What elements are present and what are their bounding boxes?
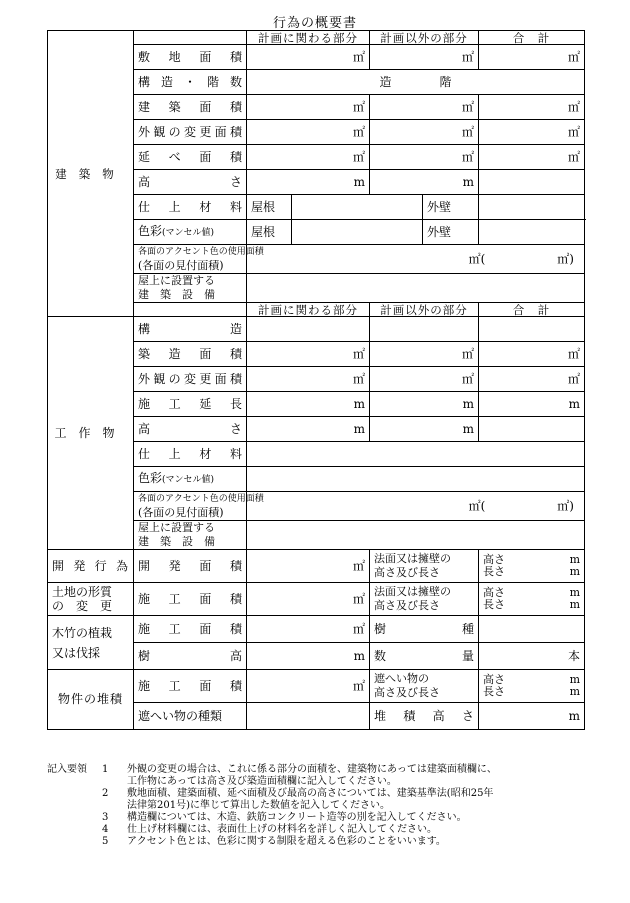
label-color-2-main: 色彩 [138, 471, 163, 485]
facade2-total[interactable]: ㎡ [479, 367, 585, 392]
label-tree-height: 樹高 [134, 643, 247, 670]
land-label-line1: 土地の形質 [52, 585, 113, 599]
label-finish-material: 仕上材料 [134, 195, 247, 220]
col-other-header-2: 計画以外の部分 [370, 303, 479, 317]
label-screen [370, 670, 479, 703]
label-accent2-line1: 各面のアクセント色の使用面積 [138, 494, 264, 504]
label-accent-line1: 各面のアクセント色の使用面積 [138, 247, 264, 257]
building-height-other[interactable]: m [370, 170, 479, 195]
site-area-total[interactable]: ㎡ [479, 45, 585, 70]
label-site-area: 敷地面積 [134, 45, 247, 70]
kozo-total[interactable] [479, 317, 585, 342]
structure-section-label: 工作物 [48, 317, 134, 550]
land-length-label: 長さ [483, 598, 505, 611]
land-height-label: 高さ [483, 586, 505, 599]
note-text: 敷地面積、建築面積、延べ面積及び最高の高さについては、建築基準法(昭和25年 [127, 788, 494, 799]
length-total[interactable]: m [479, 392, 585, 417]
label-roof: 屋根 [247, 195, 292, 220]
structure-floors-value[interactable]: 造 階 [247, 70, 585, 95]
land-label-line2: の 変 更 [52, 599, 113, 613]
label-color-sub: (マンセル値) [162, 228, 215, 238]
label-color-2 [134, 467, 247, 492]
accent-area-2-value[interactable]: ㎡( ㎡) [247, 492, 585, 521]
note-line [47, 836, 587, 848]
screen-length-label: 長さ [483, 685, 505, 698]
label-tree-quantity: 数量 [370, 643, 479, 670]
build-area-plan[interactable]: ㎡ [247, 342, 370, 367]
label-building-area: 建築面積 [134, 95, 247, 120]
storage-label: 物件の堆積 [48, 670, 134, 730]
label-color-main: 色彩 [138, 224, 163, 238]
label-color-2-sub: (マンセル値) [162, 475, 215, 485]
screen-height-label: 高さ [483, 673, 505, 686]
note-line [47, 824, 587, 836]
label-facade-area: 外観の変更面積 [134, 120, 247, 145]
color-2-field[interactable] [247, 467, 585, 492]
label-accent2-line2: (各面の見付面積) [138, 506, 224, 519]
color-wall-field[interactable] [479, 220, 585, 245]
label-kozo: 構造 [134, 317, 247, 342]
form-title: 行為の概要書 [272, 16, 357, 31]
note-text: 工作物にあっては高さ及び築造面積欄に記入してください。 [127, 776, 397, 787]
facade2-plan[interactable]: ㎡ [247, 367, 370, 392]
label-pile-height: 堆積高さ [370, 703, 479, 730]
note-text: 法律第201号)に準じて算出した数値を記入してください。 [127, 800, 390, 811]
note-line [47, 788, 587, 800]
floor-area-plan[interactable]: ㎡ [247, 145, 370, 170]
facade-area-total[interactable]: ㎡ [479, 120, 585, 145]
floor-area-total[interactable]: ㎡ [479, 145, 585, 170]
note-number: 3 [102, 812, 109, 823]
label-screen-type: 遮へい物の種類 [134, 703, 247, 730]
label-accent-area-2 [134, 492, 264, 521]
kozo-other[interactable] [370, 317, 479, 342]
notes-label: 記入要領 [47, 764, 87, 775]
structure-height-total[interactable] [479, 417, 585, 442]
kozo-plan[interactable] [247, 317, 370, 342]
label-roof-color: 屋根 [247, 220, 292, 245]
label-tree-species: 樹種 [370, 616, 479, 643]
tree-area-field[interactable]: ㎡ [247, 616, 370, 643]
building-area-other[interactable]: ㎡ [370, 95, 479, 120]
label-land-area: 施工面積 [134, 583, 247, 616]
pile-height-field[interactable]: m [479, 703, 585, 730]
dev-height-unit: m [569, 553, 580, 566]
label-wall-color: 外壁 [423, 220, 479, 245]
label-rooftop-line1: 屋上に設置する [138, 274, 215, 287]
label-accent-line2: (各面の見付面積) [138, 259, 224, 272]
tree-quantity-field[interactable]: 本 [479, 643, 585, 670]
label-screen-line2: 高さ及び長さ [374, 686, 440, 699]
label-build-area: 築造面積 [134, 342, 247, 367]
col-other-header: 計画以外の部分 [370, 31, 479, 45]
storage-area-field[interactable]: ㎡ [247, 670, 370, 703]
note-text: 仕上げ材料欄には、表面仕上げの材料名を詳しく記入してください。 [127, 824, 437, 835]
label-dev-slope [370, 550, 479, 583]
finish-wall-field[interactable] [479, 195, 585, 220]
note-number: 4 [102, 824, 109, 835]
screen-height-unit: m [569, 673, 580, 686]
dev-height-label: 高さ [483, 553, 505, 566]
col-total-header: 合 計 [479, 31, 585, 45]
tree-label-line2: 又は伐採 [52, 645, 101, 660]
building-section-label: 建築物 [48, 31, 134, 317]
note-line [47, 800, 587, 812]
building-height-plan[interactable]: m [247, 170, 370, 195]
label-land-slope-line1: 法面又は擁壁の [374, 585, 451, 598]
length-other[interactable]: m [370, 392, 479, 417]
label-land-slope-line2: 高さ及び長さ [374, 599, 440, 612]
label-dev-slope-line2: 高さ及び長さ [374, 566, 440, 579]
accent-area-value[interactable]: ㎡( ㎡) [247, 245, 585, 274]
facade-area-plan[interactable]: ㎡ [247, 120, 370, 145]
screen-length-unit: m [569, 685, 580, 698]
development-label: 開発行為 [48, 550, 134, 583]
screen-type-field[interactable] [247, 703, 370, 730]
facade-area-other[interactable]: ㎡ [370, 120, 479, 145]
tree-label [48, 616, 134, 670]
note-text: 外観の変更の場合は、これに係る部分の面積を、建築物にあっては建築面積欄に、 [127, 764, 497, 775]
label-rooftop-equipment-2 [134, 521, 247, 550]
label-rooftop-line2: 建 築 設 備 [138, 288, 215, 301]
finish-roof-field[interactable] [292, 195, 423, 220]
label-rooftop2-line2: 建 築 設 備 [138, 535, 215, 548]
floor-area-other[interactable]: ㎡ [370, 145, 479, 170]
label-accent-area [134, 245, 264, 274]
land-change-label [48, 583, 134, 616]
label-building-height: 高さ [134, 170, 247, 195]
land-area-field[interactable]: ㎡ [247, 583, 370, 616]
label-rooftop2-line1: 屋上に設置する [138, 521, 215, 534]
tree-label-line1: 木竹の植栽 [52, 625, 113, 640]
label-development-area: 開発面積 [134, 550, 247, 583]
col-total-header-2: 合 計 [479, 303, 585, 317]
land-length-unit: m [569, 598, 580, 611]
note-number: 2 [102, 788, 109, 799]
label-tree-area: 施工面積 [134, 616, 247, 643]
color-roof-field[interactable] [292, 220, 423, 245]
instructions [47, 764, 587, 848]
label-structure-floors: 構造・階数 [134, 70, 247, 95]
note-number [102, 776, 127, 788]
label-finish-material-2: 仕上材料 [134, 442, 247, 467]
note-number: 1 [102, 764, 109, 775]
col-plan-header-2: 計画に関わる部分 [247, 303, 370, 317]
dev-length-unit: m [569, 565, 580, 578]
tree-height-field[interactable]: m [247, 643, 370, 670]
note-text: 構造欄については、木造、鉄筋コンクリート造等の別を記入してください。 [127, 812, 467, 823]
label-color [134, 220, 247, 245]
building-area-plan[interactable]: ㎡ [247, 95, 370, 120]
build-area-other[interactable]: ㎡ [370, 342, 479, 367]
rooftop-equipment-2-field[interactable] [247, 521, 585, 550]
dev-slope-values[interactable] [479, 550, 585, 583]
col-plan-header: 計画に関わる部分 [247, 31, 370, 45]
label-construction-length: 施工延長 [134, 392, 247, 417]
label-land-slope [370, 583, 479, 616]
rooftop-equipment-field[interactable] [247, 274, 585, 303]
label-facade-area-2: 外観の変更面積 [134, 367, 247, 392]
development-area-field[interactable]: ㎡ [247, 550, 370, 583]
land-height-unit: m [569, 586, 580, 599]
building-height-total[interactable] [479, 170, 585, 195]
label-dev-slope-line1: 法面又は擁壁の [374, 552, 451, 565]
label-rooftop-equipment [134, 274, 247, 303]
building-area-total[interactable]: ㎡ [479, 95, 585, 120]
label-storage-area: 施工面積 [134, 670, 247, 703]
tree-species-field[interactable] [479, 616, 585, 643]
note-text: アクセント色とは、色彩に関する制限を超える色彩のことをいいます。 [127, 836, 446, 847]
label-wall: 外壁 [423, 195, 479, 220]
screen-values[interactable] [479, 670, 585, 703]
label-screen-line1: 遮へい物の [374, 672, 429, 685]
label-floor-area: 延べ面積 [134, 145, 247, 170]
build-area-total[interactable]: ㎡ [479, 342, 585, 367]
site-area-other[interactable]: ㎡ [370, 45, 479, 70]
overview-table [47, 30, 585, 730]
dev-length-label: 長さ [483, 565, 505, 578]
length-plan[interactable]: m [247, 392, 370, 417]
facade2-other[interactable]: ㎡ [370, 367, 479, 392]
site-area-plan[interactable]: ㎡ [247, 45, 370, 70]
note-number: 5 [102, 836, 109, 847]
note-line [47, 776, 587, 788]
note-line [47, 764, 587, 776]
note-line [47, 812, 587, 824]
land-slope-values[interactable] [479, 583, 585, 616]
label-structure-height: 高さ [134, 417, 247, 442]
structure-height-other[interactable]: m [370, 417, 479, 442]
note-number [102, 800, 127, 812]
finish-material-2-field[interactable] [247, 442, 585, 467]
structure-height-plan[interactable]: m [247, 417, 370, 442]
